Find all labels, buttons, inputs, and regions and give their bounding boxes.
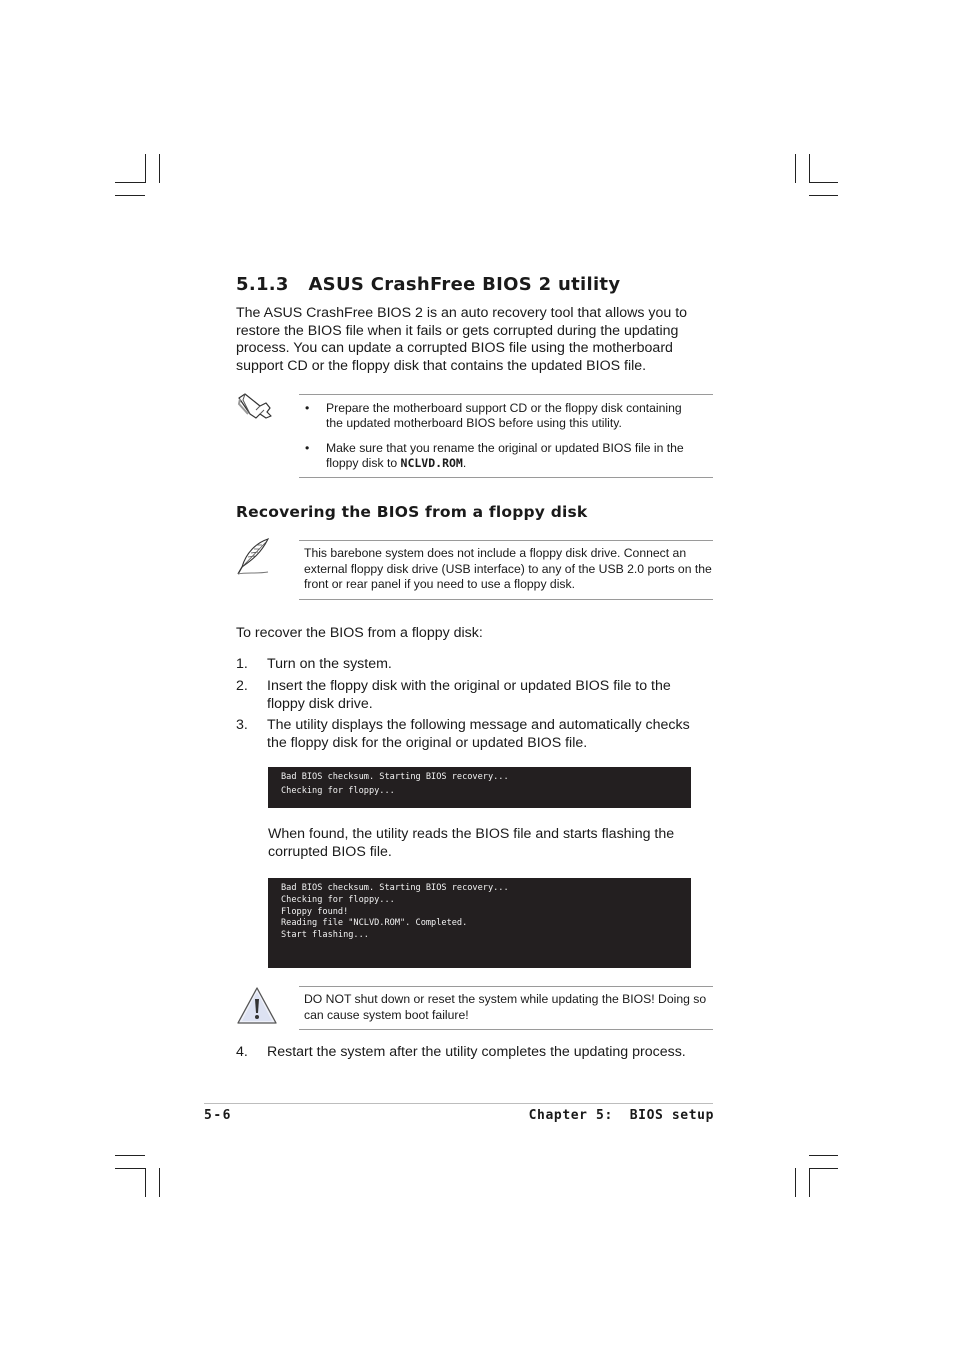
- terminal-line: Floppy found!: [281, 907, 349, 917]
- filename-suffix: .: [462, 456, 467, 471]
- note-prepare: [299, 394, 713, 478]
- note-item-text: Make sure that you rename the original or updated BIOS file in the floppy disk to: [326, 441, 684, 471]
- terminal-line: Reading file "NCLVD.ROM". Completed.: [281, 918, 468, 928]
- step-text: Insert the floppy disk with the original or updated BIOS file to the floppy disk drive.: [267, 678, 671, 712]
- bullet: •: [305, 401, 310, 415]
- section-title: ASUS CrashFree BIOS 2 utility: [308, 274, 621, 295]
- warning-note: [299, 986, 713, 1030]
- section-number: 5.1.3: [236, 274, 289, 295]
- feather-pen-icon: [236, 537, 272, 582]
- pointing-hand-icon: [236, 390, 276, 431]
- subsection-heading: Recovering the BIOS from a floppy disk: [236, 503, 588, 521]
- chapter-label: Chapter 5: BIOS setup: [528, 1108, 714, 1123]
- step-number: 3.: [236, 717, 248, 733]
- step-text: The utility displays the following message and automatically checks the floppy disk for the original or updated BIOS file.: [267, 717, 690, 751]
- footer-rule: [204, 1103, 713, 1104]
- note-floppy-drive: [299, 540, 713, 600]
- section-heading: [236, 274, 620, 295]
- terminal-line: Bad BIOS checksum. Starting BIOS recovery...: [281, 772, 509, 782]
- bullet: •: [305, 441, 310, 455]
- bios-filename: NCLVD.ROM: [400, 456, 463, 471]
- lead-paragraph: To recover the BIOS from a floppy disk:: [236, 625, 483, 641]
- step-text: Restart the system after the utility completes the updating process.: [267, 1044, 686, 1060]
- step-text: Turn on the system.: [267, 656, 392, 672]
- step-number: 4.: [236, 1044, 248, 1060]
- found-paragraph: When found, the utility reads the BIOS file and starts flashing the corrupted BIOS file.: [268, 826, 675, 860]
- note-item: [299, 401, 701, 431]
- note-item-text: Prepare the motherboard support CD or the floppy disk containing the updated motherboard BIOS before using this utility.: [326, 401, 682, 431]
- terminal-message-checking: [268, 767, 691, 808]
- note-item: [299, 441, 701, 471]
- note-text: This barebone system does not include a floppy disk drive. Connect an external floppy disk drive (USB interface) to any of the USB 2.0 ports on the front or rear panel if you need to use a floppy disk.: [304, 546, 712, 592]
- page-number: 5-6: [204, 1108, 232, 1123]
- terminal-line: Start flashing...: [281, 930, 369, 940]
- step-number: 2.: [236, 678, 248, 694]
- terminal-message-flashing: [268, 878, 691, 968]
- warning-text: DO NOT shut down or reset the system while updating the BIOS! Doing so can cause system boot failure!: [304, 992, 707, 1022]
- warning-triangle-icon: [236, 985, 278, 1032]
- terminal-line: Checking for floppy...: [281, 786, 395, 796]
- terminal-line: Bad BIOS checksum. Starting BIOS recovery...: [281, 883, 509, 893]
- intro-paragraph: The ASUS CrashFree BIOS 2 is an auto recovery tool that allows you to restore the BIOS file when it fails or gets corrupted during the updating process. You can update a corrupted BIOS file using the motherboard support CD or the floppy disk that contains the updated BIOS file.: [236, 305, 688, 374]
- terminal-line: Checking for floppy...: [281, 895, 395, 905]
- step-number: 1.: [236, 656, 248, 672]
